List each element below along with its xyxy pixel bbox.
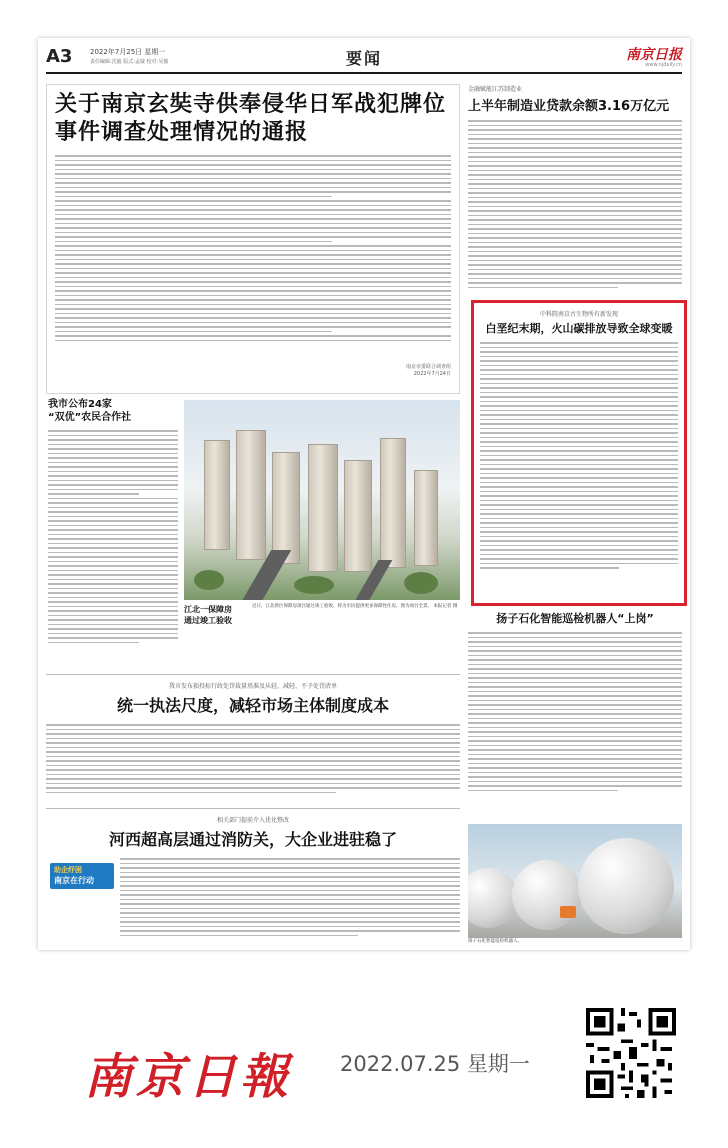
fire-safety-article[interactable]: [46, 808, 460, 948]
footer-masthead-logo: 南京日報: [84, 1049, 293, 1105]
campaign-badge: [50, 863, 114, 889]
lead-body-text: [55, 155, 451, 361]
photo-caption: [184, 602, 460, 630]
masthead-logo: 南京日报: [626, 47, 682, 63]
page-header: [46, 44, 682, 74]
robot-article[interactable]: [468, 610, 682, 818]
footer-date: 2022.07.25 星期一: [340, 1052, 530, 1076]
bot-body-text: [120, 858, 460, 944]
site-url: www.njdaily.cn: [645, 62, 682, 68]
photo-caption-text: 近日，江北新区保障房项目通过竣工验收，将为市民提供更多保障性住房。图为项目全景。 本报记者 摄: [252, 604, 458, 609]
page-editors: 责任编辑:沈毅 版式:孟璇 校对:吴薇: [90, 59, 169, 65]
mid-body-text: [46, 724, 460, 802]
lead-headline: 关于南京玄奘寺供奉侵华日军战犯牌位事件调查处理情况的通报: [55, 92, 447, 145]
housing-photo: [184, 400, 460, 600]
page-date: 2022年7月25日 星期一: [90, 48, 166, 56]
highlight-kicker: 中科院南京古生物所有新发现: [539, 311, 618, 318]
right-top-body-text: [468, 120, 682, 310]
right-top-headline: 上半年制造业贷款余额3.16万亿元: [468, 99, 670, 114]
bot-headline: 河西超高层通过消防关，大企业进驻稳了: [108, 830, 397, 849]
badge-bottom-text: 南京在行动: [54, 876, 94, 885]
qr-code-icon[interactable]: [582, 1004, 680, 1102]
mid-kicker: 我市发布损投标行政处罚裁量基准及从轻、减轻、不予处罚清单: [168, 683, 337, 690]
lead-signoff: 南京市委联合调查组 2022年7月24日: [405, 364, 451, 377]
right-top-kicker: 金融赋能江苏制造业: [468, 86, 523, 93]
highlight-body-text: [480, 342, 678, 600]
lead-article[interactable]: [46, 84, 460, 394]
highlight-headline: 白垩纪末期，火山碳排放导致全球变暖: [485, 322, 673, 335]
inspection-robot: [560, 906, 576, 918]
manufacturing-loans-article[interactable]: [468, 84, 682, 304]
side-article[interactable]: [46, 396, 180, 668]
right-mid-body-text: [468, 632, 682, 818]
photo-label: 江北一保障房 通过竣工验收: [184, 605, 232, 625]
page-number: A3: [46, 46, 73, 67]
bot-kicker: 相关部门提前介入优化整改: [216, 817, 289, 824]
badge-top-text: 助企纾困: [54, 866, 82, 874]
side-body-text: [48, 430, 178, 666]
section-title: 要闻: [346, 49, 383, 68]
highlighted-article[interactable]: [471, 300, 687, 606]
right-mid-headline: 扬子石化智能巡检机器人“上岗”: [496, 612, 654, 625]
tanks-caption: 扬子石化智能巡检机器人。: [468, 939, 522, 944]
enforcement-article[interactable]: [46, 674, 460, 804]
mid-headline: 统一执法尺度，减轻市场主体制度成本: [116, 696, 389, 715]
newspaper-page: [38, 38, 690, 950]
storage-tanks-photo: [468, 824, 682, 938]
side-headline: 我市公布24家 “双优”农民合作社: [48, 399, 132, 423]
